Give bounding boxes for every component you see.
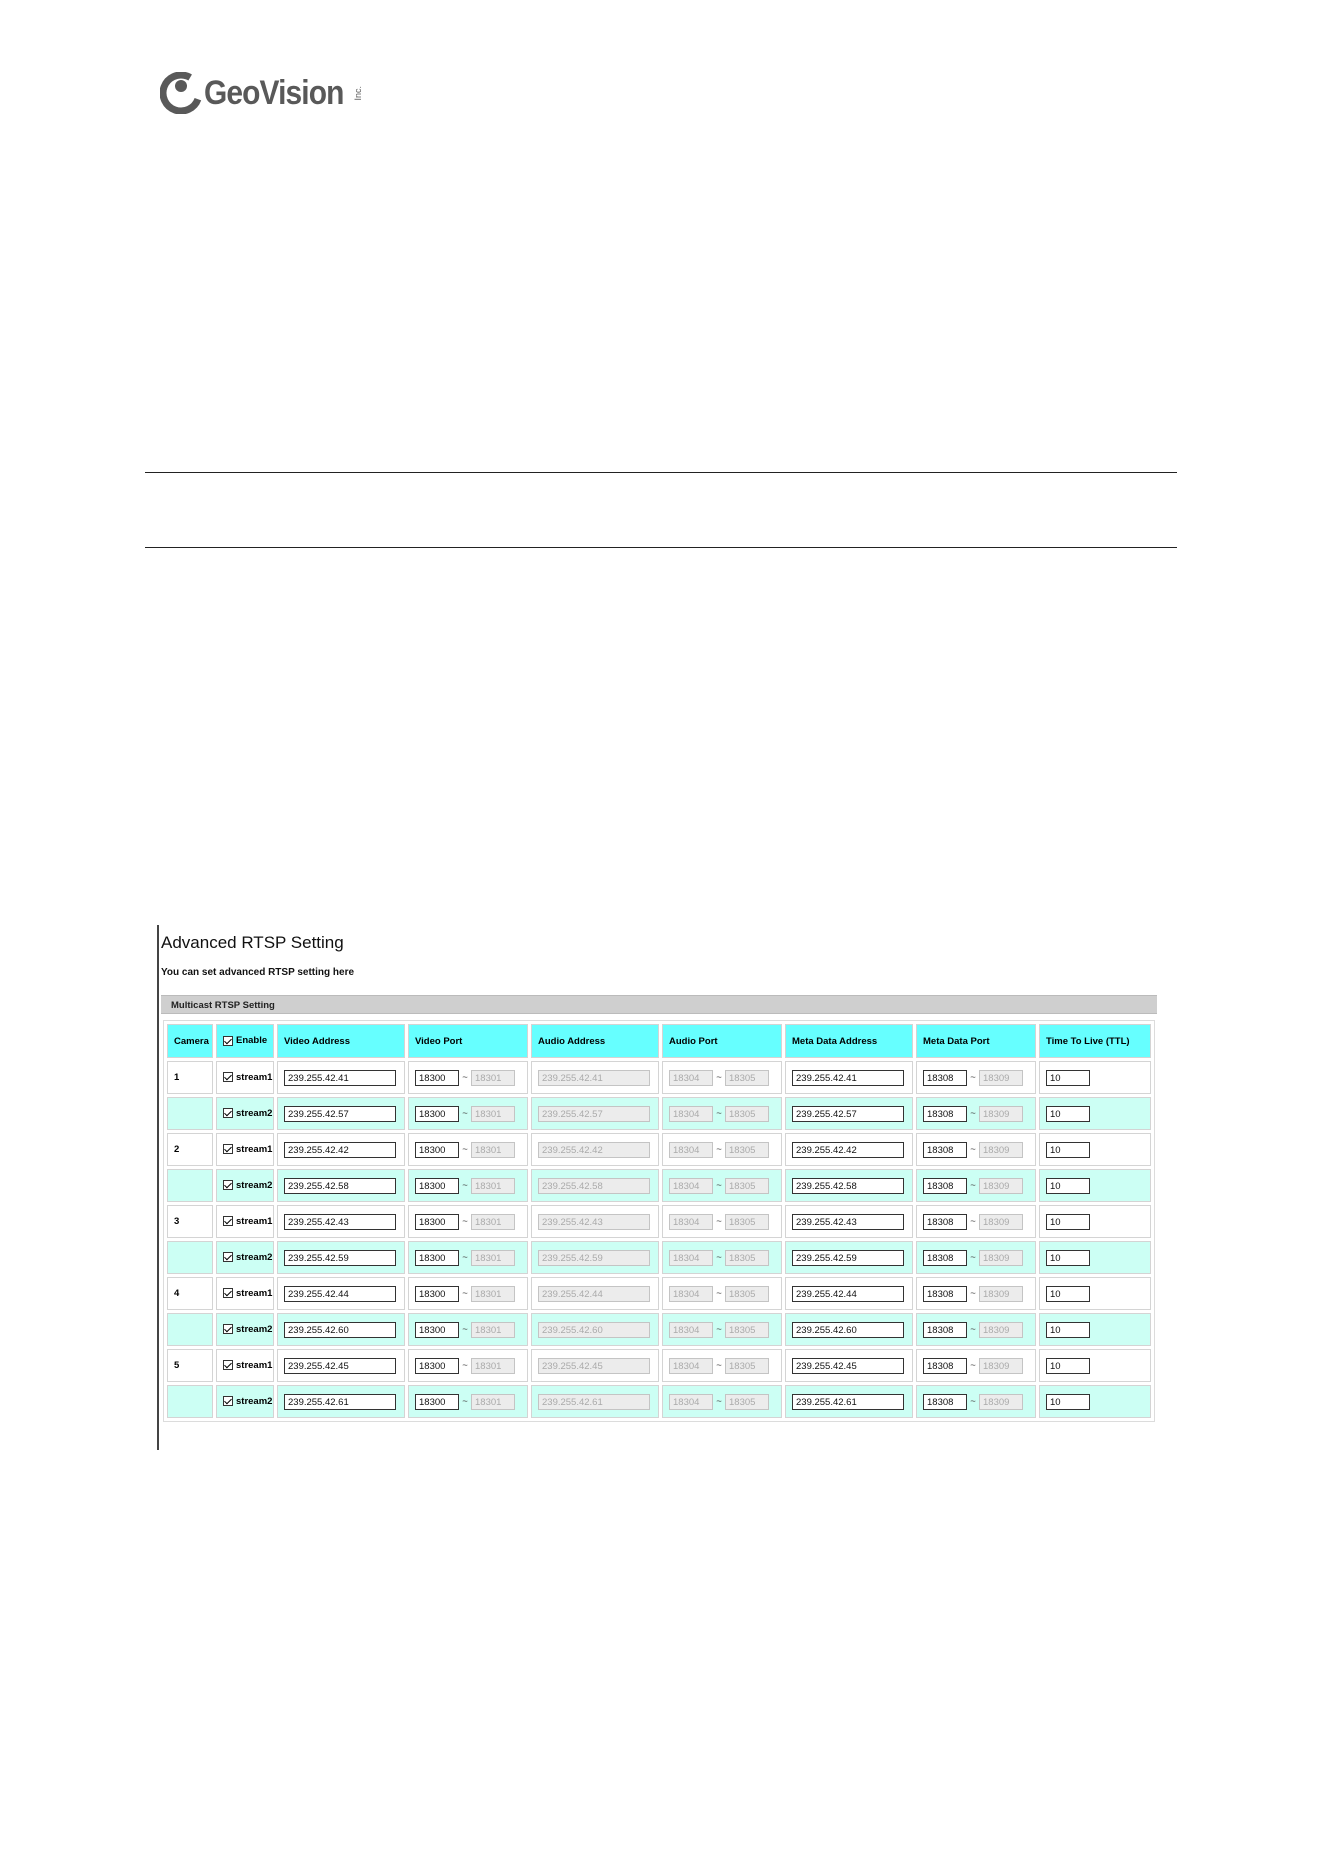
camera-number: 3	[167, 1205, 213, 1238]
range-separator: ~	[716, 1216, 722, 1227]
col-ttl: Time To Live (TTL)	[1039, 1024, 1151, 1058]
video-port-cell	[408, 1313, 528, 1346]
range-separator: ~	[970, 1252, 976, 1263]
rtsp-settings-screenshot	[157, 925, 1157, 1450]
stream-checkbox[interactable]	[223, 1180, 233, 1190]
video-address-cell	[277, 1205, 405, 1238]
video-address-cell	[277, 1313, 405, 1346]
meta-address-input[interactable]: 239.255.42.60	[792, 1322, 904, 1338]
range-separator: ~	[970, 1324, 976, 1335]
col-video-address: Video Address	[277, 1024, 405, 1058]
meta-port-end-input: 18309	[979, 1286, 1023, 1302]
meta-port-end-input: 18309	[979, 1250, 1023, 1266]
audio-port-end-input: 18305	[725, 1106, 769, 1122]
stream-label: stream1	[236, 1143, 273, 1155]
audio-address-input: 239.255.42.59	[538, 1250, 650, 1266]
meta-port-cell	[916, 1169, 1036, 1202]
audio-port-cell	[662, 1241, 782, 1274]
camera-number: 2	[167, 1133, 213, 1166]
video-port-end-input: 18301	[471, 1250, 515, 1266]
range-separator: ~	[462, 1108, 468, 1119]
audio-port-start-input: 18304	[669, 1250, 713, 1266]
range-separator: ~	[462, 1360, 468, 1371]
camera-number	[167, 1241, 213, 1274]
meta-address-input[interactable]: 239.255.42.57	[792, 1106, 904, 1122]
range-separator: ~	[970, 1288, 976, 1299]
video-address-cell	[277, 1349, 405, 1382]
col-camera: Camera	[167, 1024, 213, 1058]
ttl-input[interactable]: 10	[1046, 1250, 1090, 1266]
enable-cell[interactable]	[216, 1385, 274, 1418]
audio-address-cell	[531, 1169, 659, 1202]
video-port-end-input: 18301	[471, 1070, 515, 1086]
enable-cell[interactable]	[216, 1097, 274, 1130]
audio-port-end-input: 18305	[725, 1142, 769, 1158]
table-row	[167, 1097, 1151, 1130]
video-port-cell	[408, 1277, 528, 1310]
video-address-cell	[277, 1241, 405, 1274]
ttl-cell	[1039, 1169, 1151, 1202]
video-port-cell	[408, 1061, 528, 1094]
video-port-end-input: 18301	[471, 1178, 515, 1194]
ttl-cell	[1039, 1061, 1151, 1094]
enable-all-checkbox[interactable]	[223, 1036, 233, 1046]
range-separator: ~	[970, 1396, 976, 1407]
stream-label: stream2	[236, 1107, 273, 1119]
audio-address-cell	[531, 1349, 659, 1382]
meta-address-input[interactable]: 239.255.42.58	[792, 1178, 904, 1194]
ttl-cell	[1039, 1313, 1151, 1346]
meta-port-cell	[916, 1385, 1036, 1418]
camera-number	[167, 1385, 213, 1418]
range-separator: ~	[462, 1072, 468, 1083]
video-port-start-input[interactable]: 18300	[415, 1070, 459, 1086]
meta-address-cell	[785, 1385, 913, 1418]
table-row	[167, 1061, 1151, 1094]
video-address-cell	[277, 1061, 405, 1094]
audio-port-cell	[662, 1097, 782, 1130]
meta-address-cell	[785, 1349, 913, 1382]
video-port-cell	[408, 1349, 528, 1382]
audio-port-cell	[662, 1061, 782, 1094]
video-port-start-input[interactable]: 18300	[415, 1394, 459, 1410]
enable-cell[interactable]	[216, 1169, 274, 1202]
ttl-input[interactable]: 10	[1046, 1178, 1090, 1194]
meta-port-start-input[interactable]: 18308	[923, 1250, 967, 1266]
video-address-input[interactable]: 239.255.42.61	[284, 1394, 396, 1410]
enable-cell[interactable]	[216, 1313, 274, 1346]
audio-address-cell	[531, 1277, 659, 1310]
video-address-input[interactable]: 239.255.42.44	[284, 1286, 396, 1302]
audio-port-cell	[662, 1313, 782, 1346]
video-address-input[interactable]: 239.255.42.57	[284, 1106, 396, 1122]
ttl-input[interactable]: 10	[1046, 1286, 1090, 1302]
meta-address-cell	[785, 1313, 913, 1346]
range-separator: ~	[970, 1180, 976, 1191]
range-separator: ~	[716, 1252, 722, 1263]
meta-port-end-input: 18309	[979, 1322, 1023, 1338]
video-port-end-input: 18301	[471, 1106, 515, 1122]
range-separator: ~	[970, 1108, 976, 1119]
stream-label: stream1	[236, 1215, 273, 1227]
video-address-cell	[277, 1277, 405, 1310]
ttl-cell	[1039, 1349, 1151, 1382]
audio-address-cell	[531, 1385, 659, 1418]
range-separator: ~	[462, 1324, 468, 1335]
divider-top	[145, 472, 1177, 473]
audio-port-cell	[662, 1385, 782, 1418]
video-port-start-input[interactable]: 18300	[415, 1106, 459, 1122]
audio-port-end-input: 18305	[725, 1250, 769, 1266]
ttl-input[interactable]: 10	[1046, 1394, 1090, 1410]
multicast-table	[163, 1020, 1155, 1422]
audio-port-cell	[662, 1169, 782, 1202]
meta-port-start-input[interactable]: 18308	[923, 1358, 967, 1374]
audio-address-input: 239.255.42.44	[538, 1286, 650, 1302]
ttl-input[interactable]: 10	[1046, 1214, 1090, 1230]
video-port-cell	[408, 1133, 528, 1166]
audio-port-cell	[662, 1277, 782, 1310]
meta-address-cell	[785, 1133, 913, 1166]
range-separator: ~	[462, 1144, 468, 1155]
range-separator: ~	[716, 1144, 722, 1155]
col-meta-address: Meta Data Address	[785, 1024, 913, 1058]
stream-label: stream2	[236, 1395, 273, 1407]
range-separator: ~	[716, 1396, 722, 1407]
table-header-row	[167, 1024, 1151, 1058]
audio-address-input: 239.255.42.57	[538, 1106, 650, 1122]
audio-port-cell	[662, 1349, 782, 1382]
meta-address-cell	[785, 1169, 913, 1202]
meta-port-cell	[916, 1313, 1036, 1346]
audio-port-start-input: 18304	[669, 1394, 713, 1410]
range-separator: ~	[716, 1180, 722, 1191]
meta-address-input[interactable]: 239.255.42.61	[792, 1394, 904, 1410]
audio-port-end-input: 18305	[725, 1070, 769, 1086]
meta-port-end-input: 18309	[979, 1178, 1023, 1194]
meta-address-cell	[785, 1277, 913, 1310]
audio-address-input: 239.255.42.43	[538, 1214, 650, 1230]
video-port-cell	[408, 1169, 528, 1202]
enable-cell[interactable]	[216, 1241, 274, 1274]
video-address-cell	[277, 1097, 405, 1130]
video-port-end-input: 18301	[471, 1214, 515, 1230]
meta-port-start-input[interactable]: 18308	[923, 1070, 967, 1086]
audio-port-cell	[662, 1133, 782, 1166]
video-port-cell	[408, 1385, 528, 1418]
meta-port-start-input[interactable]: 18308	[923, 1106, 967, 1122]
stream-checkbox[interactable]	[223, 1396, 233, 1406]
camera-number	[167, 1097, 213, 1130]
logo-text: GeoVision	[204, 74, 344, 112]
video-address-input[interactable]: 239.255.42.43	[284, 1214, 396, 1230]
video-address-cell	[277, 1133, 405, 1166]
video-port-start-input[interactable]: 18300	[415, 1322, 459, 1338]
video-address-input[interactable]: 239.255.42.41	[284, 1070, 396, 1086]
range-separator: ~	[970, 1360, 976, 1371]
range-separator: ~	[462, 1288, 468, 1299]
range-separator: ~	[462, 1396, 468, 1407]
screenshot-edge	[157, 925, 159, 1450]
table-row	[167, 1313, 1151, 1346]
audio-port-start-input: 18304	[669, 1214, 713, 1230]
meta-address-cell	[785, 1241, 913, 1274]
ttl-cell	[1039, 1241, 1151, 1274]
meta-port-start-input[interactable]: 18308	[923, 1142, 967, 1158]
meta-port-end-input: 18309	[979, 1214, 1023, 1230]
video-port-end-input: 18301	[471, 1286, 515, 1302]
page-subtitle: You can set advanced RTSP setting here	[161, 967, 355, 978]
meta-port-cell	[916, 1241, 1036, 1274]
table-row	[167, 1205, 1151, 1238]
table-row	[167, 1133, 1151, 1166]
audio-port-start-input: 18304	[669, 1286, 713, 1302]
audio-port-start-input: 18304	[669, 1070, 713, 1086]
camera-number: 1	[167, 1061, 213, 1094]
range-separator: ~	[970, 1216, 976, 1227]
video-port-cell	[408, 1241, 528, 1274]
meta-port-cell	[916, 1061, 1036, 1094]
audio-port-start-input: 18304	[669, 1178, 713, 1194]
meta-address-cell	[785, 1205, 913, 1238]
stream-checkbox[interactable]	[223, 1288, 233, 1298]
audio-address-input: 239.255.42.42	[538, 1142, 650, 1158]
page-title: Advanced RTSP Setting	[161, 933, 344, 952]
col-enable[interactable]: Enable	[216, 1024, 274, 1058]
audio-port-start-input: 18304	[669, 1358, 713, 1374]
audio-port-start-input: 18304	[669, 1322, 713, 1338]
col-audio-address: Audio Address	[531, 1024, 659, 1058]
audio-address-input: 239.255.42.58	[538, 1178, 650, 1194]
audio-address-input: 239.255.42.60	[538, 1322, 650, 1338]
meta-port-start-input[interactable]: 18308	[923, 1322, 967, 1338]
meta-port-start-input[interactable]: 18308	[923, 1394, 967, 1410]
range-separator: ~	[462, 1252, 468, 1263]
video-port-end-input: 18301	[471, 1394, 515, 1410]
stream-label: stream2	[236, 1323, 273, 1335]
video-port-cell	[408, 1097, 528, 1130]
video-port-start-input[interactable]: 18300	[415, 1286, 459, 1302]
video-address-cell	[277, 1385, 405, 1418]
meta-port-cell	[916, 1097, 1036, 1130]
meta-port-end-input: 18309	[979, 1070, 1023, 1086]
video-address-input[interactable]: 239.255.42.45	[284, 1358, 396, 1374]
table-row	[167, 1277, 1151, 1310]
video-port-start-input[interactable]: 18300	[415, 1250, 459, 1266]
audio-port-end-input: 18305	[725, 1322, 769, 1338]
audio-address-input: 239.255.42.41	[538, 1070, 650, 1086]
meta-port-end-input: 18309	[979, 1106, 1023, 1122]
audio-address-input: 239.255.42.61	[538, 1394, 650, 1410]
meta-port-end-input: 18309	[979, 1358, 1023, 1374]
audio-port-end-input: 18305	[725, 1178, 769, 1194]
ttl-cell	[1039, 1097, 1151, 1130]
audio-address-cell	[531, 1061, 659, 1094]
audio-address-cell	[531, 1205, 659, 1238]
audio-port-end-input: 18305	[725, 1394, 769, 1410]
divider-bottom	[145, 547, 1177, 548]
video-port-start-input[interactable]: 18300	[415, 1142, 459, 1158]
meta-address-input[interactable]: 239.255.42.59	[792, 1250, 904, 1266]
meta-address-input[interactable]: 239.255.42.43	[792, 1214, 904, 1230]
audio-port-end-input: 18305	[725, 1214, 769, 1230]
range-separator: ~	[716, 1360, 722, 1371]
ttl-cell	[1039, 1277, 1151, 1310]
table-row	[167, 1385, 1151, 1418]
col-video-port: Video Port	[408, 1024, 528, 1058]
camera-number	[167, 1169, 213, 1202]
camera-number: 5	[167, 1349, 213, 1382]
video-port-end-input: 18301	[471, 1358, 515, 1374]
range-separator: ~	[462, 1180, 468, 1191]
ttl-input[interactable]: 10	[1046, 1106, 1090, 1122]
section-header: Multicast RTSP Setting	[161, 995, 1157, 1014]
enable-cell[interactable]	[216, 1133, 274, 1166]
col-meta-port: Meta Data Port	[916, 1024, 1036, 1058]
meta-port-cell	[916, 1349, 1036, 1382]
audio-address-cell	[531, 1241, 659, 1274]
geovision-logo-icon	[160, 72, 202, 114]
logo-suffix: Inc.	[352, 85, 363, 101]
range-separator: ~	[716, 1108, 722, 1119]
stream-checkbox[interactable]	[223, 1252, 233, 1262]
range-separator: ~	[970, 1144, 976, 1155]
video-port-cell	[408, 1205, 528, 1238]
ttl-cell	[1039, 1385, 1151, 1418]
col-audio-port: Audio Port	[662, 1024, 782, 1058]
range-separator: ~	[716, 1288, 722, 1299]
ttl-cell	[1039, 1133, 1151, 1166]
audio-address-cell	[531, 1097, 659, 1130]
enable-cell[interactable]	[216, 1205, 274, 1238]
meta-address-cell	[785, 1097, 913, 1130]
meta-port-start-input[interactable]: 18308	[923, 1178, 967, 1194]
video-address-cell	[277, 1169, 405, 1202]
meta-address-input[interactable]: 239.255.42.44	[792, 1286, 904, 1302]
stream-checkbox[interactable]	[223, 1360, 233, 1370]
video-port-start-input[interactable]: 18300	[415, 1178, 459, 1194]
video-address-input[interactable]: 239.255.42.42	[284, 1142, 396, 1158]
stream-checkbox[interactable]	[223, 1324, 233, 1334]
meta-port-start-input[interactable]: 18308	[923, 1286, 967, 1302]
meta-address-cell	[785, 1061, 913, 1094]
stream-label: stream2	[236, 1251, 273, 1263]
video-port-start-input[interactable]: 18300	[415, 1358, 459, 1374]
audio-port-cell	[662, 1205, 782, 1238]
ttl-cell	[1039, 1205, 1151, 1238]
enable-cell[interactable]	[216, 1349, 274, 1382]
meta-port-start-input[interactable]: 18308	[923, 1214, 967, 1230]
meta-port-cell	[916, 1133, 1036, 1166]
meta-port-cell	[916, 1205, 1036, 1238]
stream-label: stream1	[236, 1071, 273, 1083]
range-separator: ~	[970, 1072, 976, 1083]
table-row	[167, 1169, 1151, 1202]
meta-port-cell	[916, 1277, 1036, 1310]
audio-address-cell	[531, 1133, 659, 1166]
audio-address-cell	[531, 1313, 659, 1346]
stream-label: stream1	[236, 1287, 273, 1299]
range-separator: ~	[716, 1072, 722, 1083]
meta-address-input[interactable]: 239.255.42.45	[792, 1358, 904, 1374]
range-separator: ~	[716, 1324, 722, 1335]
video-port-start-input[interactable]: 18300	[415, 1214, 459, 1230]
audio-address-input: 239.255.42.45	[538, 1358, 650, 1374]
stream-checkbox[interactable]	[223, 1108, 233, 1118]
camera-number: 4	[167, 1277, 213, 1310]
audio-port-end-input: 18305	[725, 1358, 769, 1374]
meta-port-end-input: 18309	[979, 1394, 1023, 1410]
enable-cell[interactable]	[216, 1277, 274, 1310]
ttl-input[interactable]: 10	[1046, 1070, 1090, 1086]
ttl-input[interactable]: 10	[1046, 1322, 1090, 1338]
stream-checkbox[interactable]	[223, 1144, 233, 1154]
table-row	[167, 1349, 1151, 1382]
video-port-end-input: 18301	[471, 1142, 515, 1158]
audio-port-start-input: 18304	[669, 1142, 713, 1158]
ttl-input[interactable]: 10	[1046, 1358, 1090, 1374]
video-port-end-input: 18301	[471, 1322, 515, 1338]
enable-cell[interactable]	[216, 1061, 274, 1094]
video-address-input[interactable]: 239.255.42.58	[284, 1178, 396, 1194]
meta-port-end-input: 18309	[979, 1142, 1023, 1158]
geovision-logo	[160, 68, 363, 118]
stream-label: stream1	[236, 1359, 273, 1371]
range-separator: ~	[462, 1216, 468, 1227]
stream-label: stream2	[236, 1179, 273, 1191]
ttl-input[interactable]: 10	[1046, 1142, 1090, 1158]
camera-number	[167, 1313, 213, 1346]
stream-checkbox[interactable]	[223, 1216, 233, 1226]
video-address-input[interactable]: 239.255.42.60	[284, 1322, 396, 1338]
video-address-input[interactable]: 239.255.42.59	[284, 1250, 396, 1266]
table-row	[167, 1241, 1151, 1274]
stream-checkbox[interactable]	[223, 1072, 233, 1082]
meta-address-input[interactable]: 239.255.42.41	[792, 1070, 904, 1086]
meta-address-input[interactable]: 239.255.42.42	[792, 1142, 904, 1158]
audio-port-end-input: 18305	[725, 1286, 769, 1302]
audio-port-start-input: 18304	[669, 1106, 713, 1122]
